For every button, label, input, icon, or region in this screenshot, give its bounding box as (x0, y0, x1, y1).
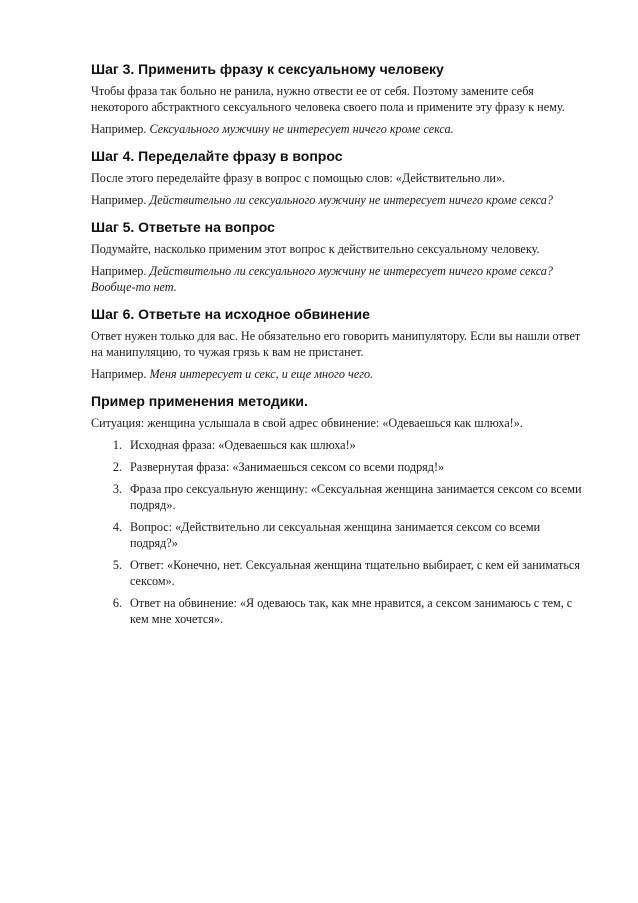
list-item (91, 481, 591, 513)
step-6-heading: Шаг 6. Ответьте на исходное обвинение (91, 306, 370, 322)
list-item-number: 2. (112, 460, 122, 474)
list-item-text: Фраза про сексуальную женщину: «Сексуальная женщина занимается сексом со всеми подряд». (130, 482, 582, 512)
list-item-number: 6. (112, 596, 122, 610)
application-heading: Пример применения методики. (91, 393, 308, 409)
step-3-section (91, 60, 591, 137)
list-item (91, 595, 591, 627)
list-item-number: 5. (112, 558, 122, 572)
list-item-text: Ответ на обвинение: «Я одеваюсь так, как мне нравится, а сексом занимаюсь с тем, с кем мне хочется». (130, 596, 573, 626)
application-steps-list (91, 437, 591, 627)
example-label: Например. (91, 367, 147, 381)
example-label: Например. (91, 193, 147, 207)
list-item-text: Исходная фраза: «Одеваешься как шлюха!» (130, 438, 356, 452)
step-5-example (91, 263, 591, 295)
step-4-example (91, 192, 591, 208)
step-6-text: Ответ нужен только для вас. Не обязательно его говорить манипулятору. Если вы нашли ответ на манипуляцию, то чужая грязь к вам не пристанет. (91, 329, 581, 359)
example-label: Например. (91, 122, 147, 136)
document-page (91, 60, 591, 637)
step-4-section (91, 147, 591, 208)
list-item-number: 4. (112, 520, 122, 534)
step-5-section (91, 218, 591, 295)
application-section (91, 392, 591, 627)
list-item (91, 557, 591, 589)
example-text: Действительно ли сексуального мужчину не интересует ничего кроме секса? (149, 193, 553, 207)
list-item-text: Вопрос: «Действительно ли сексуальная женщина занимается сексом со всеми подряд?» (130, 520, 541, 550)
step-3-heading: Шаг 3. Применить фразу к сексуальному человеку (91, 61, 444, 77)
list-item-number: 1. (112, 438, 122, 452)
example-text: Сексуального мужчину не интересует ничего кроме секса. (149, 122, 454, 136)
step-6-section (91, 305, 591, 382)
step-3-example (91, 121, 591, 137)
example-label: Например. (91, 264, 147, 278)
step-4-text: После этого переделайте фразу в вопрос с помощью слов: «Действительно ли». (91, 171, 506, 185)
list-item (91, 437, 591, 453)
list-item-text: Ответ: «Конечно, нет. Сексуальная женщина тщательно выбирает, с кем ей заниматься сексом». (130, 558, 580, 588)
step-5-heading: Шаг 5. Ответьте на вопрос (91, 219, 275, 235)
step-6-example (91, 366, 591, 382)
list-item (91, 459, 591, 475)
example-text: Меня интересует и секс, и еще много чего. (149, 367, 374, 381)
step-4-heading: Шаг 4. Переделайте фразу в вопрос (91, 148, 343, 164)
list-item-number: 3. (112, 482, 122, 496)
list-item-text: Развернутая фраза: «Занимаешься сексом со всеми подряд!» (130, 460, 445, 474)
list-item (91, 519, 591, 551)
step-3-text: Чтобы фраза так больно не ранила, нужно отвести ее от себя. Поэтому замените себя некоторого абстрактного сексуального человека своего пола и примените эту фразу к нему. (91, 84, 565, 114)
step-5-text: Подумайте, насколько применим этот вопрос к действительно сексуальному человеку. (91, 242, 540, 256)
example-text: Действительно ли сексуального мужчину не интересует ничего кроме секса? Вообще-то нет. (91, 264, 553, 294)
situation-text: Ситуация: женщина услышала в свой адрес обвинение: «Одеваешься как шлюха!». (91, 416, 523, 430)
